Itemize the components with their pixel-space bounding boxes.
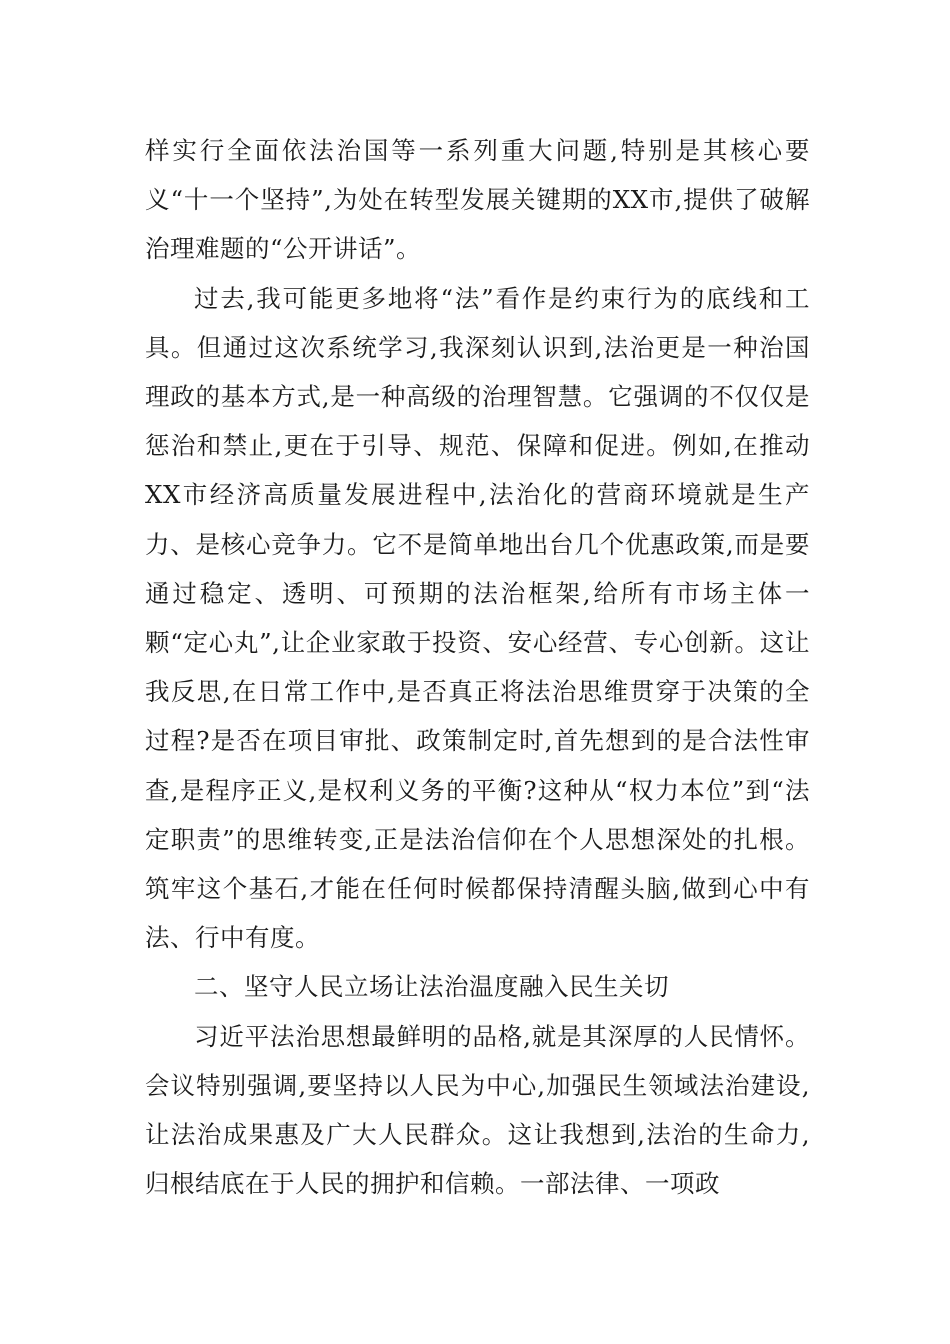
body-text bbox=[145, 126, 810, 1208]
section-heading: 二、坚守人民立场让法治温度融入民生关切 bbox=[194, 972, 669, 1002]
paragraph-past-view: 过去,我可能更多地将“法”看作是约束行为的底线和工具。但通过这次系统学习,我深刻认识到,法治更是一种治国理政的基本方式,是一种高级的治理智慧。它强调的不仅仅是惩治和禁止,更在于引导、规范、保障和促进。例如,在推动XX市经济高质量发展进程中,法治化的营商环境就是生产力、是核心竞争力。它不是简单地出台几个优惠政策,而是要通过稳定、透明、可预期的法治框架,给所有市场主体一颗“定心丸”,让企业家敢于投资、安心经营、专心创新。这让我反思,在日常工作中,是否真正将法治思维贯穿于决策的全过程?是否在项目审批、政策制定时,首先想到的是合法性审查,是程序正义,是权利义务的平衡?这种从“权力本位”到“法定职责”的思维转变,正是法治信仰在个人思想深处的扎根。筑牢这个基石,才能在任何时候都保持清醒头脑,做到心中有法、行中有度。 bbox=[145, 283, 810, 953]
paragraph-continuation: 样实行全面依法治国等一系列重大问题,特别是其核心要义“十一个坚持”,为处在转型发展关键期的XX市,提供了破解治理难题的“公开讲话”。 bbox=[145, 136, 810, 264]
paragraph-people-stance: 习近平法治思想最鲜明的品格,就是其深厚的人民情怀。会议特别强调,要坚持以人民为中心,加强民生领域法治建设,让法治成果惠及广大人民群众。这让我想到,法治的生命力,归根结底在于人民的拥护和信赖。一部法律、一项政 bbox=[145, 1021, 810, 1199]
